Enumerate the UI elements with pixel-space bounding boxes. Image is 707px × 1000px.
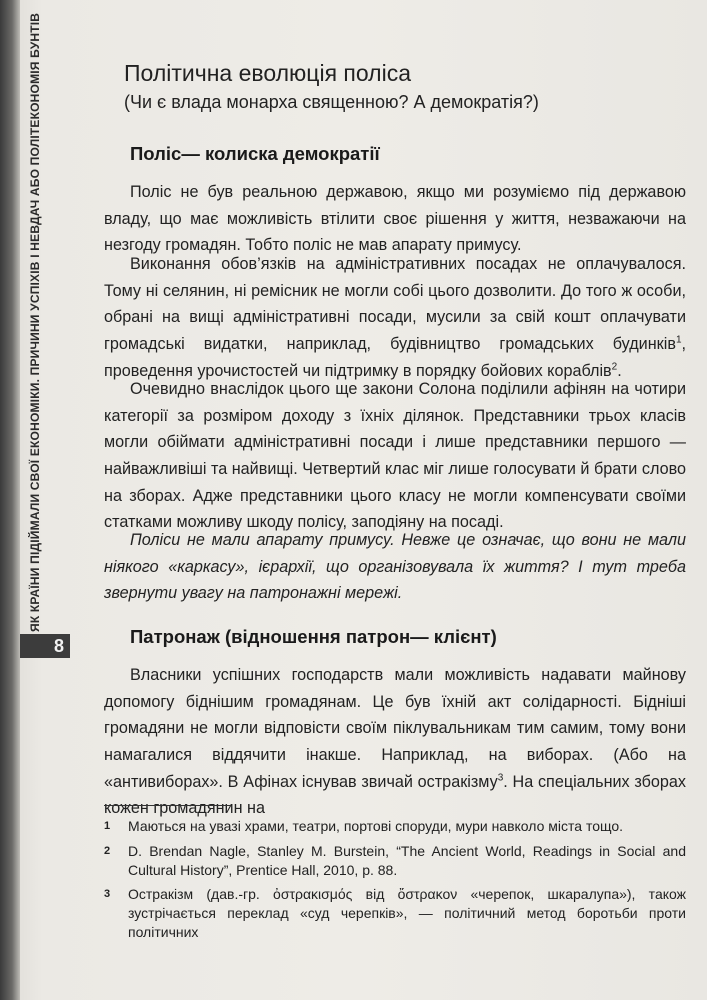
footnote-ref[interactable]: 3	[497, 772, 504, 784]
book-spine-shadow	[0, 0, 20, 1000]
footnote	[104, 817, 686, 836]
running-header-vertical: ЯК КРАЇНИ ПІДІЙМАЛИ СВОЇ ЕКОНОМІКИ. ПРИЧИНИ УСПІХІВ І НЕВДАЧ АБО ПОЛІТЕКОНОМІЯ БУНТІВ	[28, 12, 42, 632]
footnote-ref[interactable]: 1	[675, 334, 682, 346]
footnote-ref[interactable]: 2	[611, 361, 618, 373]
footnote	[104, 842, 686, 880]
footnote-number: 2	[104, 845, 111, 857]
section-heading-polis: Поліс— колиска демократії	[130, 143, 380, 164]
page-number: 8	[20, 634, 70, 658]
chapter-title: Політична еволюція поліса	[124, 60, 411, 86]
footnote-text: Остракізм (дав.-гр. ὀστρακισμός від ὄστρακον «черепок, шкаралупа»), також зустрічається переклад «суд черепків», — політичний метод боротьби проти політичних	[128, 886, 686, 940]
footnote-number: 3	[104, 888, 111, 900]
footnote-text: Маються на увазі храми, театри, портові споруди, мури навколо міста тощо.	[128, 818, 624, 834]
footnote-number: 1	[104, 820, 111, 832]
paragraph: Очевидно внаслідок цього ще закони Солона поділили афінян на чотири категорії за розміром доходу з їхніх ділянок. Представники трьох класів могли обіймати адміністративні посади і лише представники першого — найважливіші та найвищі. Четвертий клас міг лише голосувати й брати слово на зборах. Адже представники цього класу не могли компенсувати своїми статками можливу шкоду полісу, заподіяну на посаді.	[104, 380, 686, 532]
chapter-subtitle: (Чи є влада монарха священною? А демократія?)	[124, 92, 539, 112]
footnote-text: D. Brendan Nagle, Stanley M. Burstein, “The Ancient World, Readings in Social and Cultural History”, Prentice Hall, 2010, p. 88.	[128, 843, 686, 878]
paragraph: Виконання обов’язків на адміністративних посадах не оплачувалося. Тому ні селянин, ні ремісник не могли собі цього дозволити. До того ж особи, обрані на вищі адміністративні посади, мусили за свій кошт оплачувати громадські видатки, наприклад, будівництво громадських будинків$^1$, проведення урочистостей чи підтримку в порядку бойових кораблів$^2$.	[104, 255, 686, 380]
paragraph-italic: Поліси не мали апарату примусу. Невже це означає, що вони не мали ніякого «каркасу», ієрархії, що організовувала їх життя? І тут треба звернути увагу на патронажні мережі.	[104, 531, 686, 603]
footnote-divider	[104, 805, 230, 806]
paragraph: Власники успішних господарств мали можливість надавати майнову допомогу біднішим громадянам. Це був їхній акт солідарності. Бідніші громадяни не могли відповісти своїм піклувальникам тим самим, тому вони намагалися віддячити інакше. Наприклад, на виборах. (Або на «антивиборах». В Афінах існував звичай остракізму$^3$. На спеціальних зборах кожен громадянин на	[104, 666, 687, 818]
footnote	[104, 885, 686, 942]
paragraph: Поліс не був реальною державою, якщо ми розуміємо під державою владу, що має можливість втілити своє рішення у життя, незважаючи на незгоду громадян. Тобто поліс не мав апарату примусу.	[104, 183, 686, 255]
section-heading-patronage: Патронаж (відношення патрон— клієнт)	[130, 626, 497, 647]
